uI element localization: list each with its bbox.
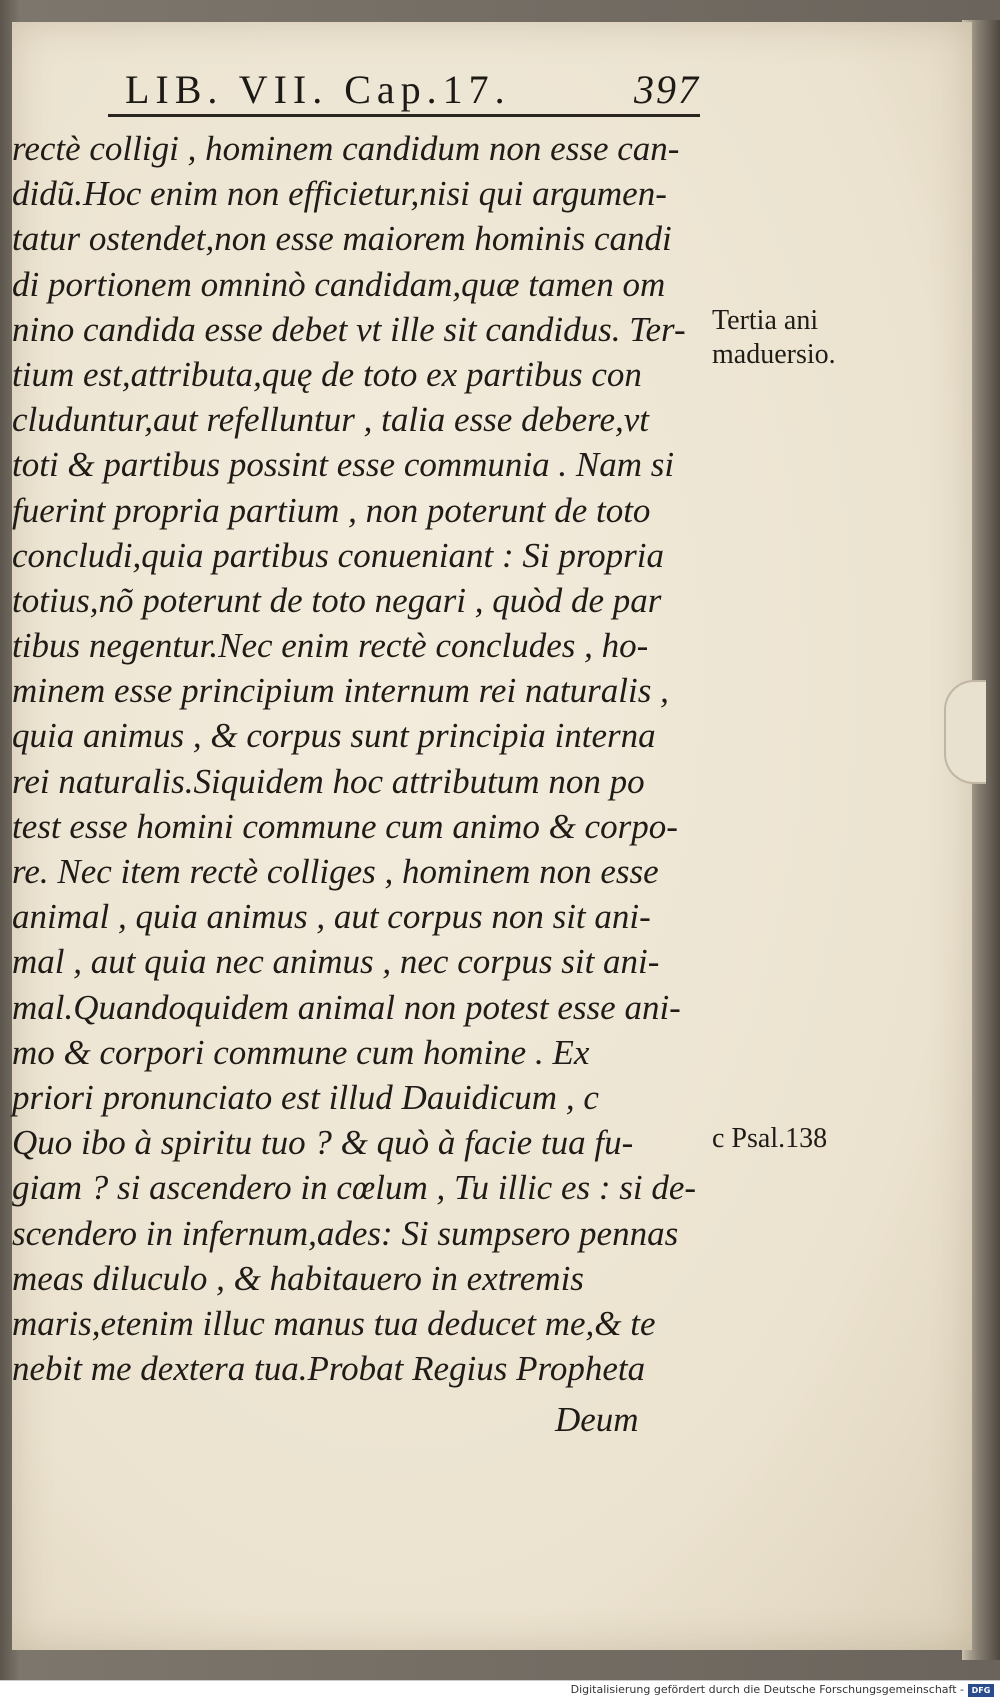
text-line: concludi,quia partibus conueniant : Si propria [12,535,664,575]
margin-note-psalm-reference: c Psal.138 [712,1123,828,1154]
margin-note-line: maduersio. [712,339,836,370]
text-line: minem esse principium internum rei naturalis , [12,671,669,711]
text-line: quia animus , & corpus sunt principia interna [12,716,656,756]
margin-note-line: Tertia ani [712,305,819,336]
body-text [12,126,712,1391]
dfg-logo: DFG [968,1684,994,1697]
text-line: scendero in infernum,ades: Si sumpsero pennas [12,1213,679,1253]
text-line: giam ? si ascendero in cœlum , Tu illic es : si de- [12,1168,697,1208]
text-line: maris,etenim illuc manus tua deducet me,& te [12,1303,656,1343]
text-line: totius,nõ poterunt de toto negari , quòd de par [12,580,662,620]
text-line: Quo ibo à spiritu tuo ? & quò à facie tua fu- [12,1123,634,1163]
text-line: mal.Quandoquidem animal non potest esse ani- [12,987,681,1027]
text-line: fuerint propria partium , non poterunt de toto [12,490,651,530]
text-line: rectè colligi , hominem candidum non esse can- [12,129,680,168]
text-line: meas diluculo , & habitauero in extremis [12,1258,584,1298]
page-tab-notch [944,680,986,784]
text-line: mal , aut quia nec animus , nec corpus sit ani- [12,942,660,982]
text-line: cluduntur,aut refelluntur , talia esse debere,vt [12,400,650,440]
text-line: nebit me dextera tua.Probat Regius Propheta [12,1349,646,1389]
text-line: tium est,attributa,quę de toto ex partibus con [12,354,642,394]
text-line: mo & corpori commune cum homine . Ex [12,1032,590,1072]
running-header [110,62,700,118]
text-line: di portionem omninò candidam,quæ tamen om [12,264,666,304]
text-line: nino candida esse debet vt ille sit candidus. Ter- [12,309,686,349]
header-rule [108,114,700,117]
catchword: Deum [555,1400,639,1439]
text-line: toti & partibus possint esse communia . Nam si [12,445,675,485]
running-head-title: LIB. VII. Cap.17. [125,67,511,112]
page-number: 397 [634,67,700,112]
digitization-footer [0,1680,1000,1700]
text-line: tatur ostendet,non esse maiorem hominis candi [12,219,672,259]
text-line: priori pronunciato est illud Dauidicum , c [12,1077,599,1117]
text-line: didũ.Hoc enim non efficietur,nisi qui argumen- [12,174,667,214]
text-line: rei naturalis.Siquidem hoc attributum non po [12,761,645,801]
text-line: re. Nec item rectè colliges , hominem non esse [12,852,659,891]
text-line: animal , quia animus , aut corpus non sit ani- [12,897,651,937]
margin-note-animadversio [712,304,912,372]
text-line: test esse homini commune cum animo & corpo- [12,806,678,846]
footer-credit-text: Digitalisierung gefördert durch die Deutsche Forschungsgemeinschaft - [570,1683,964,1696]
text-line: tibus negentur.Nec enim rectè concludes , ho- [12,626,649,666]
